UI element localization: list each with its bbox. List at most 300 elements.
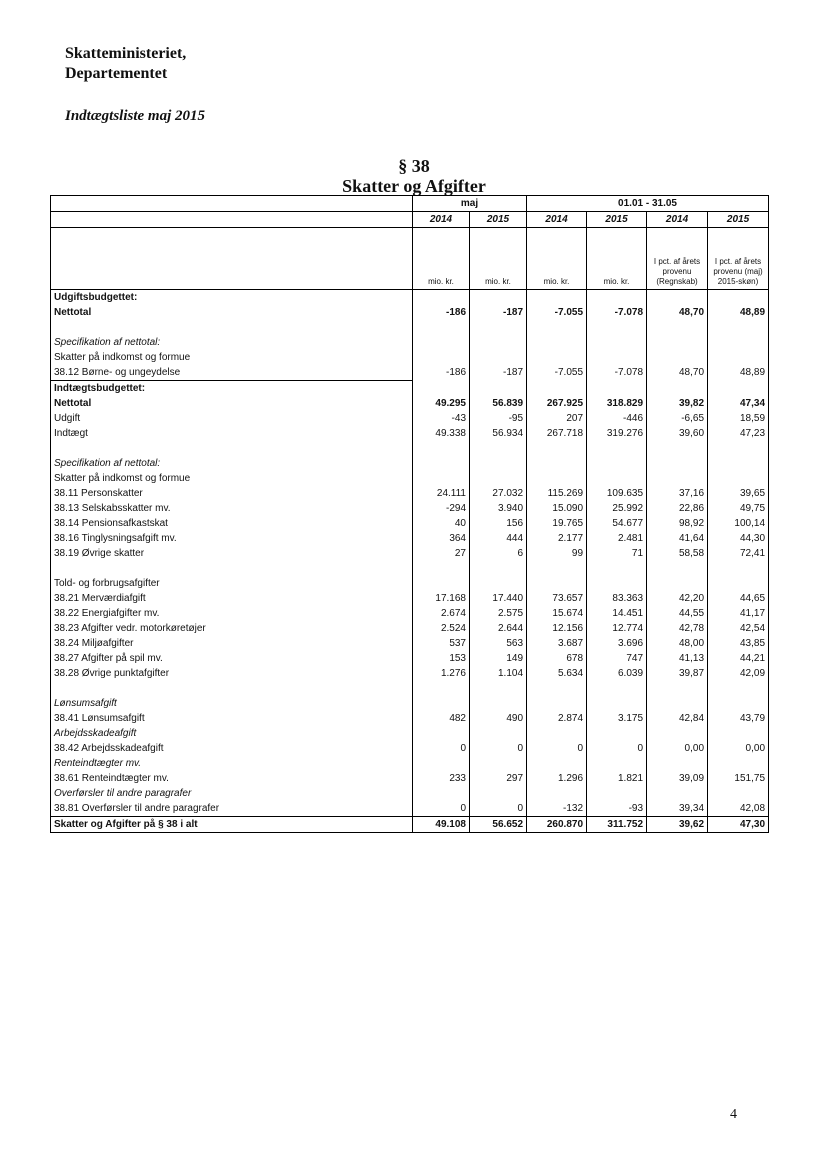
table-row (51, 741, 769, 756)
table-row (51, 305, 769, 320)
row-value: 42,54 (708, 621, 769, 636)
row-value (587, 290, 647, 306)
row-value: 2.524 (413, 621, 470, 636)
table-row (51, 290, 769, 306)
row-value (470, 350, 527, 365)
row-value: 153 (413, 651, 470, 666)
table-row (51, 546, 769, 561)
row-value: 42,20 (647, 591, 708, 606)
row-label: Renteindtægter mv. (51, 756, 413, 771)
row-value (413, 320, 470, 335)
row-label: Skatter på indkomst og formue (51, 350, 413, 365)
unit-col-6: I pct. af årets provenu (maj) 2015-skøn) (708, 228, 769, 290)
row-value: 25.992 (587, 501, 647, 516)
row-value: 58,58 (647, 546, 708, 561)
row-value: -132 (527, 801, 587, 817)
row-value: 49.295 (413, 396, 470, 411)
table-row (51, 711, 769, 726)
row-value: 42,84 (647, 711, 708, 726)
row-value (413, 350, 470, 365)
row-value: 14.451 (587, 606, 647, 621)
row-value: 42,78 (647, 621, 708, 636)
row-label: 38.12 Børne- og ungeydelse (51, 365, 413, 381)
row-value: 2.177 (527, 531, 587, 546)
row-value (470, 471, 527, 486)
row-value: 100,14 (708, 516, 769, 531)
row-value: 0,00 (708, 741, 769, 756)
header-units-row (51, 228, 769, 290)
row-value (587, 335, 647, 350)
row-label (51, 441, 413, 456)
row-value (647, 290, 708, 306)
row-label: Arbejdsskadeafgift (51, 726, 413, 741)
table-row (51, 636, 769, 651)
row-value: 48,70 (647, 305, 708, 320)
row-label: 38.42 Arbejdsskadeafgift (51, 741, 413, 756)
table-row (51, 621, 769, 636)
row-value: 48,89 (708, 365, 769, 381)
row-value: 44,21 (708, 651, 769, 666)
row-value (587, 441, 647, 456)
row-value: 2.874 (527, 711, 587, 726)
row-value (708, 681, 769, 696)
row-label: 38.22 Energiafgifter mv. (51, 606, 413, 621)
row-value: 73.657 (527, 591, 587, 606)
row-value (708, 335, 769, 350)
row-value: 12.774 (587, 621, 647, 636)
row-value (587, 576, 647, 591)
unit-col-5: I pct. af årets provenu (Regnskab) (647, 228, 708, 290)
row-value: 37,16 (647, 486, 708, 501)
row-value (470, 696, 527, 711)
row-value (587, 726, 647, 741)
row-value: 40 (413, 516, 470, 531)
row-value (587, 786, 647, 801)
table-row (51, 817, 769, 833)
row-value: 54.677 (587, 516, 647, 531)
row-value: 39,65 (708, 486, 769, 501)
table-row (51, 771, 769, 786)
row-label: 38.14 Pensionsafkastskat (51, 516, 413, 531)
row-label: Lønsumsafgift (51, 696, 413, 711)
row-value: 39,62 (647, 817, 708, 833)
row-value: 18,59 (708, 411, 769, 426)
row-value: 42,09 (708, 666, 769, 681)
unit-col-3: mio. kr. (527, 228, 587, 290)
row-value (413, 471, 470, 486)
row-value (413, 441, 470, 456)
row-label: 38.11 Personskatter (51, 486, 413, 501)
year-col-6: 2015 (708, 212, 769, 228)
row-value: 115.269 (527, 486, 587, 501)
row-label: Specifikation af nettotal: (51, 335, 413, 350)
row-value: 267.925 (527, 396, 587, 411)
table-row (51, 786, 769, 801)
row-value: 747 (587, 651, 647, 666)
row-value (708, 756, 769, 771)
row-value: 1.821 (587, 771, 647, 786)
year-col-2: 2015 (470, 212, 527, 228)
row-value: 207 (527, 411, 587, 426)
row-value (708, 456, 769, 471)
row-value: 233 (413, 771, 470, 786)
section-number: § 38 (398, 156, 430, 176)
row-value: 43,85 (708, 636, 769, 651)
row-value: 1.104 (470, 666, 527, 681)
row-value: 2.644 (470, 621, 527, 636)
row-label: 38.19 Øvrige skatter (51, 546, 413, 561)
table-row (51, 486, 769, 501)
row-value: 56.934 (470, 426, 527, 441)
header-group-period: 01.01 - 31.05 (527, 196, 769, 212)
row-value (413, 335, 470, 350)
row-value: 0 (413, 801, 470, 817)
row-value: 39,34 (647, 801, 708, 817)
year-col-3: 2014 (527, 212, 587, 228)
row-value (708, 696, 769, 711)
row-value (647, 561, 708, 576)
row-value: 41,17 (708, 606, 769, 621)
row-value: 149 (470, 651, 527, 666)
table-row (51, 606, 769, 621)
row-value (527, 320, 587, 335)
row-label: Specifikation af nettotal: (51, 456, 413, 471)
row-value: 260.870 (527, 817, 587, 833)
row-value: -6,65 (647, 411, 708, 426)
row-value (470, 290, 527, 306)
row-value (647, 471, 708, 486)
row-value: 47,30 (708, 817, 769, 833)
row-value: 98,92 (647, 516, 708, 531)
row-label (51, 561, 413, 576)
table-row (51, 666, 769, 681)
row-value: -446 (587, 411, 647, 426)
row-value (708, 561, 769, 576)
unit-col-2: mio. kr. (470, 228, 527, 290)
row-value (647, 381, 708, 397)
row-value: 109.635 (587, 486, 647, 501)
table-row (51, 320, 769, 335)
row-value (708, 726, 769, 741)
row-value (470, 320, 527, 335)
row-value: -7.055 (527, 305, 587, 320)
row-value (708, 381, 769, 397)
row-label: Skatter og Afgifter på § 38 i alt (51, 817, 413, 833)
row-value (647, 335, 708, 350)
row-value (470, 561, 527, 576)
row-value: 2.481 (587, 531, 647, 546)
row-label: Nettotal (51, 305, 413, 320)
row-value (708, 786, 769, 801)
row-label: Udgift (51, 411, 413, 426)
row-value (647, 576, 708, 591)
row-label: Indtægt (51, 426, 413, 441)
table-row (51, 381, 769, 397)
row-value (527, 561, 587, 576)
row-value (587, 681, 647, 696)
row-label: Overførsler til andre paragrafer (51, 786, 413, 801)
row-value: 39,60 (647, 426, 708, 441)
row-label: 38.41 Lønsumsafgift (51, 711, 413, 726)
table-row (51, 335, 769, 350)
table-row (51, 726, 769, 741)
table-row (51, 531, 769, 546)
ministry-line2: Departementet (65, 65, 168, 82)
row-label: 38.16 Tinglysningsafgift mv. (51, 531, 413, 546)
row-value: 71 (587, 546, 647, 561)
row-value: 6 (470, 546, 527, 561)
row-value: 3.940 (470, 501, 527, 516)
row-value: 44,55 (647, 606, 708, 621)
row-value: 83.363 (587, 591, 647, 606)
row-value: 297 (470, 771, 527, 786)
row-value: -43 (413, 411, 470, 426)
table-row (51, 801, 769, 817)
year-col-4: 2015 (587, 212, 647, 228)
row-value (413, 576, 470, 591)
row-value (587, 350, 647, 365)
row-value: 0 (470, 801, 527, 817)
row-value: 2.674 (413, 606, 470, 621)
row-value (708, 576, 769, 591)
table-row (51, 350, 769, 365)
row-value: 3.175 (587, 711, 647, 726)
row-value: 1.296 (527, 771, 587, 786)
row-value: -93 (587, 801, 647, 817)
row-value: 56.839 (470, 396, 527, 411)
header-years-row (51, 212, 769, 228)
row-label: 38.24 Miljøafgifter (51, 636, 413, 651)
row-value (527, 441, 587, 456)
row-value: -294 (413, 501, 470, 516)
row-label: 38.28 Øvrige punktafgifter (51, 666, 413, 681)
row-value: 5.634 (527, 666, 587, 681)
row-value: 44,30 (708, 531, 769, 546)
row-value: 267.718 (527, 426, 587, 441)
table-row (51, 501, 769, 516)
row-label: Indtægtsbudgettet: (51, 381, 413, 397)
row-value (708, 471, 769, 486)
row-value: 19.765 (527, 516, 587, 531)
row-value (527, 576, 587, 591)
row-value: 0,00 (647, 741, 708, 756)
row-value: 15.674 (527, 606, 587, 621)
row-value (413, 726, 470, 741)
row-value: 444 (470, 531, 527, 546)
row-value (527, 786, 587, 801)
row-label: 38.13 Selskabsskatter mv. (51, 501, 413, 516)
row-value: -95 (470, 411, 527, 426)
row-value (470, 681, 527, 696)
row-value (708, 320, 769, 335)
row-value (587, 756, 647, 771)
row-value (527, 290, 587, 306)
row-value (527, 726, 587, 741)
row-value (647, 756, 708, 771)
row-value: 537 (413, 636, 470, 651)
row-value (647, 441, 708, 456)
row-value (413, 756, 470, 771)
table-row (51, 516, 769, 531)
row-value: -7.078 (587, 365, 647, 381)
row-value (647, 320, 708, 335)
row-value: 49.108 (413, 817, 470, 833)
row-label: 38.23 Afgifter vedr. motorkøretøjer (51, 621, 413, 636)
row-label: 38.81 Overførsler til andre paragrafer (51, 801, 413, 817)
row-value (413, 561, 470, 576)
row-value: 6.039 (587, 666, 647, 681)
row-value: 99 (527, 546, 587, 561)
row-value: -186 (413, 305, 470, 320)
row-value: -187 (470, 305, 527, 320)
document-subtitle: Indtægtsliste maj 2015 (65, 108, 206, 124)
table-body (51, 290, 769, 833)
row-value (647, 681, 708, 696)
section-title: Skatter og Afgifter (342, 176, 486, 196)
row-label: Nettotal (51, 396, 413, 411)
row-value: 24.111 (413, 486, 470, 501)
row-value (647, 786, 708, 801)
row-value: 311.752 (587, 817, 647, 833)
ministry-name (65, 44, 186, 84)
row-value (413, 456, 470, 471)
row-value (587, 471, 647, 486)
row-value: -7.078 (587, 305, 647, 320)
row-label: Told- og forbrugsafgifter (51, 576, 413, 591)
row-value (527, 350, 587, 365)
row-value: 0 (470, 741, 527, 756)
row-value: 3.687 (527, 636, 587, 651)
table-row (51, 396, 769, 411)
row-value (527, 681, 587, 696)
unit-col-1: mio. kr. (413, 228, 470, 290)
row-value: 0 (413, 741, 470, 756)
row-value: 47,34 (708, 396, 769, 411)
row-value: 22,86 (647, 501, 708, 516)
table-row (51, 426, 769, 441)
row-value: 42,08 (708, 801, 769, 817)
row-value: 563 (470, 636, 527, 651)
table-row (51, 411, 769, 426)
row-value (470, 335, 527, 350)
row-value (527, 335, 587, 350)
row-value (470, 456, 527, 471)
row-value: 43,79 (708, 711, 769, 726)
row-label: 38.61 Renteindtægter mv. (51, 771, 413, 786)
row-value: 151,75 (708, 771, 769, 786)
row-value: 49,75 (708, 501, 769, 516)
row-value (413, 681, 470, 696)
row-value: 56.652 (470, 817, 527, 833)
row-value: 319.276 (587, 426, 647, 441)
row-value: 318.829 (587, 396, 647, 411)
row-value (647, 696, 708, 711)
row-label (51, 681, 413, 696)
ministry-line1: Skatteministeriet, (65, 45, 187, 62)
table-row (51, 681, 769, 696)
row-value (470, 786, 527, 801)
header-group-maj: maj (413, 196, 527, 212)
row-label (51, 320, 413, 335)
row-value (470, 381, 527, 397)
row-value (470, 576, 527, 591)
row-value (527, 381, 587, 397)
row-value: 678 (527, 651, 587, 666)
table-row (51, 441, 769, 456)
row-value: 48,00 (647, 636, 708, 651)
row-value: 12.156 (527, 621, 587, 636)
revenue-table (50, 195, 769, 833)
row-value (587, 456, 647, 471)
row-value (587, 696, 647, 711)
unit-col-4: mio. kr. (587, 228, 647, 290)
table-row (51, 561, 769, 576)
row-value (587, 381, 647, 397)
row-value: 364 (413, 531, 470, 546)
page-number: 4 (730, 1107, 737, 1122)
row-value: 27.032 (470, 486, 527, 501)
row-value (413, 381, 470, 397)
row-value: 482 (413, 711, 470, 726)
row-value (470, 756, 527, 771)
table-row (51, 471, 769, 486)
row-value: 17.440 (470, 591, 527, 606)
row-value (647, 350, 708, 365)
row-value: 44,65 (708, 591, 769, 606)
row-value (527, 456, 587, 471)
row-value: 2.575 (470, 606, 527, 621)
row-value: 39,09 (647, 771, 708, 786)
row-value: 156 (470, 516, 527, 531)
row-value: -187 (470, 365, 527, 381)
row-value: 1.276 (413, 666, 470, 681)
row-value: 0 (587, 741, 647, 756)
row-value: 39,87 (647, 666, 708, 681)
row-label: Udgiftsbudgettet: (51, 290, 413, 306)
row-value (587, 320, 647, 335)
row-value: 39,82 (647, 396, 708, 411)
row-value (413, 786, 470, 801)
row-value: -186 (413, 365, 470, 381)
table-row (51, 365, 769, 381)
year-col-1: 2014 (413, 212, 470, 228)
row-value: 48,70 (647, 365, 708, 381)
row-value: 41,64 (647, 531, 708, 546)
row-value (647, 456, 708, 471)
row-value (413, 290, 470, 306)
row-value (527, 756, 587, 771)
row-label: 38.27 Afgifter på spil mv. (51, 651, 413, 666)
table-row (51, 456, 769, 471)
header-blank (51, 196, 413, 212)
row-label: Skatter på indkomst og formue (51, 471, 413, 486)
table-row (51, 651, 769, 666)
table-row (51, 576, 769, 591)
table-row (51, 591, 769, 606)
table-row (51, 756, 769, 771)
row-value (647, 726, 708, 741)
row-value: 49.338 (413, 426, 470, 441)
row-value (708, 290, 769, 306)
row-value (527, 471, 587, 486)
row-value: 0 (527, 741, 587, 756)
row-value: 490 (470, 711, 527, 726)
row-value: 3.696 (587, 636, 647, 651)
row-value (413, 696, 470, 711)
row-value: 72,41 (708, 546, 769, 561)
row-value: 27 (413, 546, 470, 561)
row-value (470, 726, 527, 741)
